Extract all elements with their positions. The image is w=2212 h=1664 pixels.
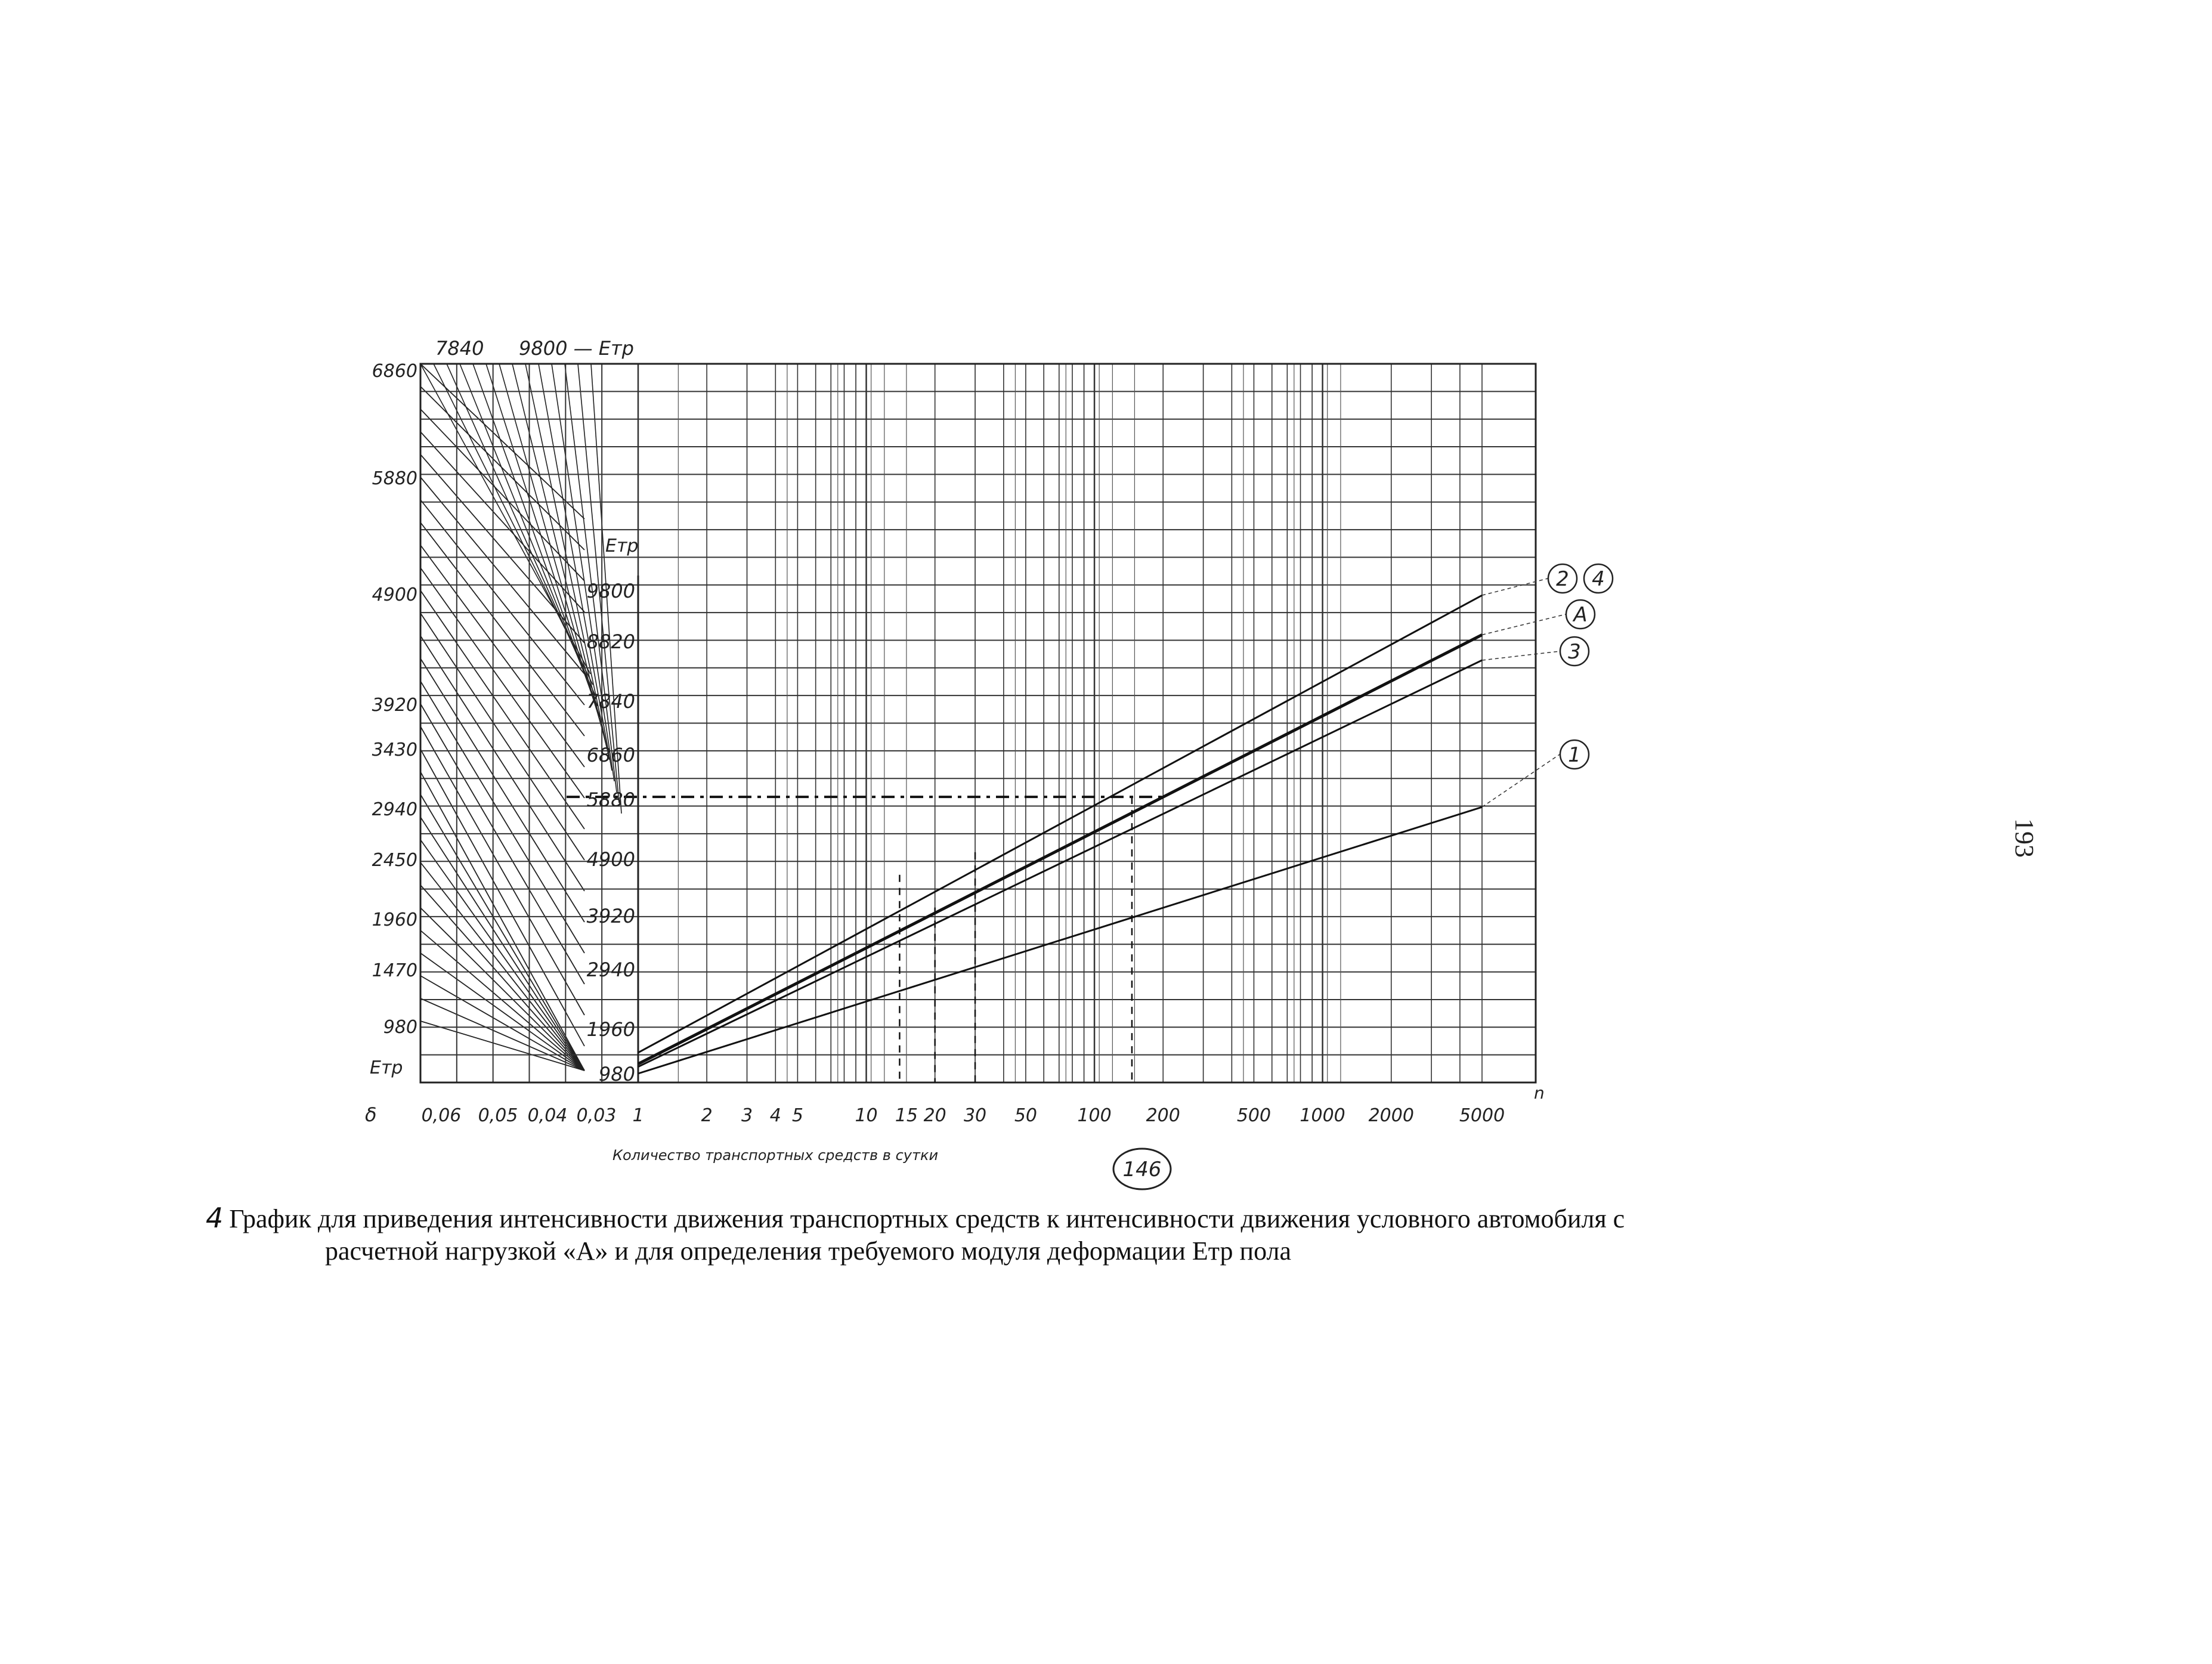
- figure-number: 4: [206, 1202, 224, 1234]
- x-tick-label: 500: [1236, 1105, 1271, 1126]
- hatch-line: [420, 613, 584, 860]
- inner-tick-label: 4900: [586, 848, 635, 871]
- x-tick-label: 3: [741, 1105, 753, 1126]
- x-end-label: n: [1534, 1083, 1545, 1103]
- figure-caption: [206, 1202, 1756, 1267]
- chart-labels: [365, 337, 1613, 1189]
- inner-tick-label: 9800: [586, 580, 635, 602]
- left-tick-label: 2940: [372, 799, 417, 820]
- inner-axis-label: Eтр: [605, 536, 639, 556]
- delta-axis-label: δ: [365, 1103, 377, 1126]
- hatch-line: [420, 658, 584, 922]
- top-label-1: 7840: [435, 337, 484, 360]
- x-tick-label: 100: [1077, 1105, 1112, 1126]
- top-label-2: 9800 — Eтр: [519, 337, 634, 360]
- x-tick-label: 10: [855, 1105, 878, 1126]
- delta-tick-label: 0,03: [576, 1105, 617, 1126]
- inner-tick-label: 6860: [586, 744, 635, 766]
- hatch-line-steep: [499, 364, 605, 738]
- series-label: А: [1573, 603, 1588, 627]
- series-label: 4: [1592, 567, 1605, 591]
- x-tick-label: 1000: [1300, 1105, 1345, 1126]
- delta-tick-label: 0,04: [527, 1105, 568, 1126]
- page-number: 193: [2010, 818, 2039, 858]
- x-tick-label: 4: [769, 1105, 781, 1126]
- x-tick-label: 30: [963, 1105, 987, 1126]
- inner-tick-label: 2940: [586, 958, 635, 981]
- x-tick-label: 5000: [1459, 1105, 1505, 1126]
- inner-tick-label: 7840: [586, 690, 635, 713]
- inner-tick-label: 980: [598, 1063, 635, 1085]
- series-label: 3: [1568, 640, 1581, 664]
- x-tick-label: 5: [791, 1105, 803, 1126]
- inner-tick-label: 8820: [586, 630, 635, 653]
- series-leader: [1482, 579, 1548, 595]
- series-leader: [1482, 754, 1560, 807]
- series-leader: [1482, 614, 1566, 635]
- series-line-4: [638, 807, 1482, 1074]
- hatch-line: [420, 704, 584, 984]
- x-tick-label: 15: [895, 1105, 918, 1126]
- annotation-label: 146: [1122, 1158, 1162, 1181]
- left-tick-label: 3430: [372, 740, 417, 760]
- hatch-line: [420, 953, 584, 1071]
- series-line-3: [638, 660, 1482, 1067]
- left-tick-label: 6860: [372, 361, 417, 382]
- hatch-line: [420, 840, 584, 1071]
- hatch-line: [420, 998, 584, 1071]
- left-tick-label: 3920: [372, 695, 417, 716]
- left-tick-label: 1470: [372, 960, 417, 981]
- inner-tick-label: 3920: [586, 905, 635, 927]
- x-tick-label: 1: [632, 1105, 644, 1126]
- chart-guide-lines: [567, 797, 1163, 1082]
- caption-line-2: расчетной нагрузкой «А» и для определения требуемого модуля деформации Eтр пола: [325, 1236, 1291, 1266]
- series-leader: [1482, 651, 1560, 660]
- x-axis-label: Количество транспортных средств в сутки: [612, 1147, 939, 1164]
- caption-line-1: График для приведения интенсивности движения транспортных средств к интенсивности движения условного автомобиля с: [229, 1204, 1625, 1233]
- series-label: 2: [1556, 567, 1569, 591]
- left-axis-label: Eтр: [370, 1057, 403, 1078]
- hatch-line: [420, 976, 584, 1071]
- inner-tick-label: 1960: [586, 1018, 635, 1041]
- hatch-line-steep: [565, 364, 617, 792]
- x-tick-label: 2000: [1368, 1105, 1414, 1126]
- hatch-line: [420, 862, 584, 1071]
- left-tick-label: 4900: [372, 584, 417, 605]
- series-line-1: [638, 595, 1482, 1053]
- inner-tick-label: 5880: [586, 788, 635, 811]
- x-tick-label: 2: [701, 1105, 713, 1126]
- left-tick-label: 980: [383, 1017, 417, 1038]
- left-tick-label: 2450: [372, 850, 417, 871]
- x-tick-label: 20: [923, 1105, 946, 1126]
- delta-tick-label: 0,06: [421, 1105, 462, 1126]
- x-tick-label: 50: [1014, 1105, 1038, 1126]
- hatch-line-steep: [486, 364, 602, 728]
- x-tick-label: 200: [1146, 1105, 1180, 1126]
- delta-tick-label: 0,05: [478, 1105, 518, 1126]
- left-tick-label: 1960: [372, 910, 417, 930]
- hatch-line: [420, 477, 584, 674]
- series-label: 1: [1568, 743, 1581, 767]
- left-tick-label: 5880: [372, 468, 417, 489]
